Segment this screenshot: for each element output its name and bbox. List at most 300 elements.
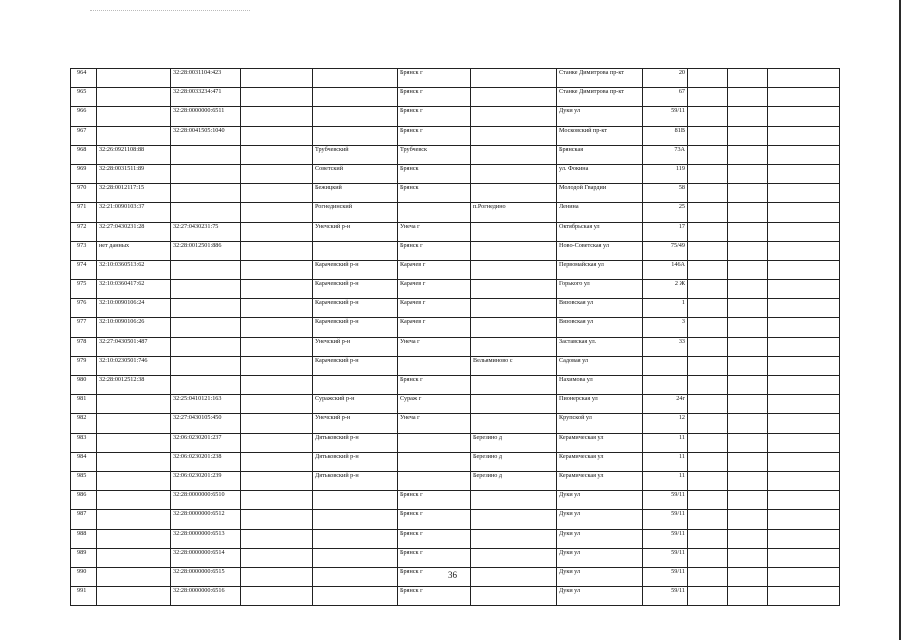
city-cell bbox=[398, 203, 471, 222]
street-cell: Станке Димитрова пр-кт bbox=[557, 69, 643, 88]
empty-col-d-cell bbox=[768, 376, 840, 395]
row-number-cell: 964 bbox=[71, 69, 97, 88]
empty-col-c-cell bbox=[728, 107, 768, 126]
empty-col-a-cell bbox=[241, 510, 313, 529]
district-cell bbox=[313, 376, 398, 395]
cadastral-number-old-cell: 32:21:0090103:37 bbox=[97, 203, 171, 222]
house-number-cell: 11 bbox=[643, 471, 688, 490]
property-register-table bbox=[70, 68, 840, 606]
settlement-cell bbox=[471, 414, 557, 433]
row-number-cell: 969 bbox=[71, 164, 97, 183]
empty-col-c-cell bbox=[728, 548, 768, 567]
empty-col-c-cell bbox=[728, 356, 768, 375]
district-cell bbox=[313, 69, 398, 88]
house-number-cell: 59/11 bbox=[643, 510, 688, 529]
city-cell: Брянск bbox=[398, 164, 471, 183]
empty-col-b-cell bbox=[688, 356, 728, 375]
city-cell: Карачев г bbox=[398, 299, 471, 318]
house-number-cell: 20 bbox=[643, 69, 688, 88]
page-number: 36 bbox=[448, 570, 457, 580]
table-row bbox=[71, 548, 840, 567]
street-cell: Дуки ул bbox=[557, 567, 643, 586]
cadastral-number-cell bbox=[171, 164, 241, 183]
house-number-cell: 59/11 bbox=[643, 587, 688, 606]
district-cell bbox=[313, 529, 398, 548]
street-cell: Дуки ул bbox=[557, 107, 643, 126]
row-number-cell: 981 bbox=[71, 395, 97, 414]
empty-col-d-cell bbox=[768, 69, 840, 88]
empty-col-c-cell bbox=[728, 510, 768, 529]
empty-col-d-cell bbox=[768, 241, 840, 260]
cadastral-number-old-cell bbox=[97, 126, 171, 145]
settlement-cell bbox=[471, 164, 557, 183]
house-number-cell: 25 bbox=[643, 203, 688, 222]
empty-col-a-cell bbox=[241, 433, 313, 452]
settlement-cell bbox=[471, 69, 557, 88]
table-row bbox=[71, 510, 840, 529]
district-cell: Унечский р-н bbox=[313, 414, 398, 433]
city-cell: Брянск г bbox=[398, 510, 471, 529]
empty-col-a-cell bbox=[241, 414, 313, 433]
cadastral-number-cell bbox=[171, 145, 241, 164]
settlement-cell bbox=[471, 126, 557, 145]
table-body bbox=[71, 69, 840, 606]
table-row bbox=[71, 126, 840, 145]
cadastral-number-cell bbox=[171, 203, 241, 222]
district-cell: Дятьковский р-н bbox=[313, 471, 398, 490]
empty-col-c-cell bbox=[728, 376, 768, 395]
empty-col-d-cell bbox=[768, 318, 840, 337]
house-number-cell: 1 bbox=[643, 299, 688, 318]
settlement-cell bbox=[471, 395, 557, 414]
empty-col-d-cell bbox=[768, 395, 840, 414]
row-number-cell: 988 bbox=[71, 529, 97, 548]
empty-col-d-cell bbox=[768, 88, 840, 107]
cadastral-number-cell: 32:28:0000000:6512 bbox=[171, 510, 241, 529]
empty-col-a-cell bbox=[241, 88, 313, 107]
district-cell bbox=[313, 548, 398, 567]
empty-col-b-cell bbox=[688, 337, 728, 356]
street-cell: Октябрьская ул bbox=[557, 222, 643, 241]
empty-col-b-cell bbox=[688, 145, 728, 164]
empty-col-a-cell bbox=[241, 145, 313, 164]
street-cell: Вязовская ул bbox=[557, 318, 643, 337]
cadastral-number-cell: 32:28:0031104:423 bbox=[171, 69, 241, 88]
cadastral-number-old-cell: нет данных bbox=[97, 241, 171, 260]
settlement-cell bbox=[471, 299, 557, 318]
cadastral-number-old-cell: 32:27:0430501:487 bbox=[97, 337, 171, 356]
table-row bbox=[71, 529, 840, 548]
empty-col-a-cell bbox=[241, 222, 313, 241]
district-cell: Карачевский р-н bbox=[313, 260, 398, 279]
city-cell: Брянск г bbox=[398, 587, 471, 606]
city-cell: Унеча г bbox=[398, 222, 471, 241]
settlement-cell bbox=[471, 145, 557, 164]
empty-col-b-cell bbox=[688, 280, 728, 299]
cadastral-number-old-cell bbox=[97, 107, 171, 126]
empty-col-d-cell bbox=[768, 107, 840, 126]
district-cell: Дятьковский р-н bbox=[313, 452, 398, 471]
empty-col-d-cell bbox=[768, 548, 840, 567]
district-cell: Карачевский р-н bbox=[313, 356, 398, 375]
empty-col-d-cell bbox=[768, 203, 840, 222]
street-cell: Молодой Гвардии bbox=[557, 184, 643, 203]
city-cell: Брянск г bbox=[398, 491, 471, 510]
empty-col-a-cell bbox=[241, 337, 313, 356]
empty-col-c-cell bbox=[728, 529, 768, 548]
table-row bbox=[71, 414, 840, 433]
cadastral-number-old-cell bbox=[97, 88, 171, 107]
row-number-cell: 968 bbox=[71, 145, 97, 164]
cadastral-number-old-cell: 32:28:0012117:15 bbox=[97, 184, 171, 203]
empty-col-d-cell bbox=[768, 145, 840, 164]
cadastral-number-old-cell: 32:28:0012512:38 bbox=[97, 376, 171, 395]
settlement-cell: Березино д bbox=[471, 433, 557, 452]
empty-col-a-cell bbox=[241, 280, 313, 299]
table-row bbox=[71, 88, 840, 107]
street-cell: Вязовская ул bbox=[557, 299, 643, 318]
street-cell: Заставская ул. bbox=[557, 337, 643, 356]
district-cell: Советский bbox=[313, 164, 398, 183]
city-cell: Брянск г bbox=[398, 548, 471, 567]
empty-col-b-cell bbox=[688, 241, 728, 260]
row-number-cell: 977 bbox=[71, 318, 97, 337]
settlement-cell: Березино д bbox=[471, 471, 557, 490]
table-row bbox=[71, 280, 840, 299]
scan-noise bbox=[90, 10, 250, 13]
empty-col-a-cell bbox=[241, 318, 313, 337]
table-row bbox=[71, 164, 840, 183]
empty-col-b-cell bbox=[688, 260, 728, 279]
table-row bbox=[71, 107, 840, 126]
cadastral-number-old-cell bbox=[97, 510, 171, 529]
empty-col-b-cell bbox=[688, 164, 728, 183]
empty-col-d-cell bbox=[768, 164, 840, 183]
district-cell bbox=[313, 510, 398, 529]
house-number-cell: 59/11 bbox=[643, 548, 688, 567]
empty-col-b-cell bbox=[688, 414, 728, 433]
row-number-cell: 974 bbox=[71, 260, 97, 279]
empty-col-a-cell bbox=[241, 471, 313, 490]
empty-col-d-cell bbox=[768, 126, 840, 145]
empty-col-b-cell bbox=[688, 548, 728, 567]
city-cell bbox=[398, 471, 471, 490]
empty-col-d-cell bbox=[768, 184, 840, 203]
register-sheet bbox=[70, 68, 840, 606]
city-cell: Брянск г bbox=[398, 376, 471, 395]
district-cell: Рогнединский bbox=[313, 203, 398, 222]
empty-col-b-cell bbox=[688, 452, 728, 471]
cadastral-number-cell: 32:28:0041505:1040 bbox=[171, 126, 241, 145]
cadastral-number-cell bbox=[171, 356, 241, 375]
empty-col-d-cell bbox=[768, 337, 840, 356]
settlement-cell bbox=[471, 280, 557, 299]
district-cell: Суражский р-н bbox=[313, 395, 398, 414]
empty-col-b-cell bbox=[688, 184, 728, 203]
settlement-cell bbox=[471, 318, 557, 337]
cadastral-number-cell: 32:28:0000000:6510 bbox=[171, 491, 241, 510]
cadastral-number-cell: 32:27:0430231:75 bbox=[171, 222, 241, 241]
street-cell: ул. Фокина bbox=[557, 164, 643, 183]
street-cell: Пионерская ул bbox=[557, 395, 643, 414]
empty-col-d-cell bbox=[768, 433, 840, 452]
empty-col-c-cell bbox=[728, 587, 768, 606]
empty-col-b-cell bbox=[688, 587, 728, 606]
house-number-cell bbox=[643, 376, 688, 395]
empty-col-a-cell bbox=[241, 299, 313, 318]
empty-col-a-cell bbox=[241, 356, 313, 375]
cadastral-number-cell: 32:28:0012501:886 bbox=[171, 241, 241, 260]
district-cell: Карачевский р-н bbox=[313, 299, 398, 318]
city-cell: Карачев г bbox=[398, 280, 471, 299]
cadastral-number-old-cell: 32:26:0921108:88 bbox=[97, 145, 171, 164]
empty-col-a-cell bbox=[241, 587, 313, 606]
empty-col-c-cell bbox=[728, 126, 768, 145]
district-cell bbox=[313, 126, 398, 145]
cadastral-number-old-cell bbox=[97, 548, 171, 567]
district-cell: Трубчевский bbox=[313, 145, 398, 164]
empty-col-b-cell bbox=[688, 107, 728, 126]
row-number-cell: 985 bbox=[71, 471, 97, 490]
table-row bbox=[71, 299, 840, 318]
settlement-cell bbox=[471, 510, 557, 529]
city-cell: Брянск г bbox=[398, 88, 471, 107]
empty-col-b-cell bbox=[688, 299, 728, 318]
row-number-cell: 989 bbox=[71, 548, 97, 567]
empty-col-a-cell bbox=[241, 529, 313, 548]
city-cell: Брянск г bbox=[398, 126, 471, 145]
empty-col-b-cell bbox=[688, 471, 728, 490]
house-number-cell: 73А bbox=[643, 145, 688, 164]
cadastral-number-old-cell bbox=[97, 433, 171, 452]
empty-col-c-cell bbox=[728, 414, 768, 433]
cadastral-number-cell: 32:28:0033234:471 bbox=[171, 88, 241, 107]
street-cell: Первомайская ул bbox=[557, 260, 643, 279]
district-cell: Карачевский р-н bbox=[313, 280, 398, 299]
empty-col-c-cell bbox=[728, 318, 768, 337]
empty-col-c-cell bbox=[728, 452, 768, 471]
city-cell: Унеча г bbox=[398, 337, 471, 356]
row-number-cell: 987 bbox=[71, 510, 97, 529]
city-cell: Брянск bbox=[398, 184, 471, 203]
house-number-cell: 3 bbox=[643, 318, 688, 337]
table-row bbox=[71, 260, 840, 279]
city-cell: Брянск г bbox=[398, 69, 471, 88]
cadastral-number-cell: 32:28:0000000:6514 bbox=[171, 548, 241, 567]
row-number-cell: 980 bbox=[71, 376, 97, 395]
house-number-cell: 119 bbox=[643, 164, 688, 183]
street-cell: Дуки ул bbox=[557, 587, 643, 606]
empty-col-b-cell bbox=[688, 126, 728, 145]
cadastral-number-cell bbox=[171, 337, 241, 356]
cadastral-number-cell: 32:25:0410121:163 bbox=[171, 395, 241, 414]
district-cell: Бежицкий bbox=[313, 184, 398, 203]
house-number-cell: 11 bbox=[643, 452, 688, 471]
empty-col-a-cell bbox=[241, 452, 313, 471]
empty-col-d-cell bbox=[768, 280, 840, 299]
row-number-cell: 973 bbox=[71, 241, 97, 260]
settlement-cell bbox=[471, 222, 557, 241]
empty-col-a-cell bbox=[241, 395, 313, 414]
street-cell: Дуки ул bbox=[557, 529, 643, 548]
table-row bbox=[71, 587, 840, 606]
cadastral-number-cell bbox=[171, 260, 241, 279]
settlement-cell bbox=[471, 491, 557, 510]
house-number-cell: 2 Ж bbox=[643, 280, 688, 299]
district-cell bbox=[313, 491, 398, 510]
street-cell: Брянская bbox=[557, 145, 643, 164]
settlement-cell: п.Рогнедино bbox=[471, 203, 557, 222]
house-number-cell: 146А bbox=[643, 260, 688, 279]
city-cell: Карачев г bbox=[398, 318, 471, 337]
empty-col-c-cell bbox=[728, 260, 768, 279]
row-number-cell: 970 bbox=[71, 184, 97, 203]
house-number-cell: 12 bbox=[643, 414, 688, 433]
table-row bbox=[71, 203, 840, 222]
empty-col-b-cell bbox=[688, 222, 728, 241]
table-row bbox=[71, 356, 840, 375]
empty-col-c-cell bbox=[728, 280, 768, 299]
cadastral-number-cell bbox=[171, 318, 241, 337]
empty-col-d-cell bbox=[768, 260, 840, 279]
empty-col-c-cell bbox=[728, 184, 768, 203]
street-cell: Крупской ул bbox=[557, 414, 643, 433]
cadastral-number-cell: 32:06:0230201:237 bbox=[171, 433, 241, 452]
house-number-cell bbox=[643, 356, 688, 375]
cadastral-number-old-cell bbox=[97, 414, 171, 433]
district-cell bbox=[313, 88, 398, 107]
settlement-cell bbox=[471, 529, 557, 548]
empty-col-b-cell bbox=[688, 88, 728, 107]
cadastral-number-old-cell bbox=[97, 395, 171, 414]
cadastral-number-cell bbox=[171, 184, 241, 203]
empty-col-d-cell bbox=[768, 299, 840, 318]
cadastral-number-old-cell: 32:27:0430231:28 bbox=[97, 222, 171, 241]
cadastral-number-old-cell bbox=[97, 587, 171, 606]
house-number-cell: 59/11 bbox=[643, 107, 688, 126]
cadastral-number-cell bbox=[171, 299, 241, 318]
settlement-cell bbox=[471, 548, 557, 567]
street-cell: Керамическая ул bbox=[557, 433, 643, 452]
cadastral-number-cell: 32:28:0000000:6515 bbox=[171, 567, 241, 586]
settlement-cell bbox=[471, 107, 557, 126]
city-cell bbox=[398, 452, 471, 471]
empty-col-d-cell bbox=[768, 222, 840, 241]
district-cell bbox=[313, 241, 398, 260]
row-number-cell: 971 bbox=[71, 203, 97, 222]
cadastral-number-old-cell bbox=[97, 491, 171, 510]
table-row bbox=[71, 69, 840, 88]
street-cell: Ново-Советская ул bbox=[557, 241, 643, 260]
settlement-cell: Вельяминово с bbox=[471, 356, 557, 375]
city-cell: Трубчевск bbox=[398, 145, 471, 164]
city-cell: Брянск г bbox=[398, 107, 471, 126]
district-cell: Дятьковский р-н bbox=[313, 433, 398, 452]
empty-col-c-cell bbox=[728, 433, 768, 452]
cadastral-number-cell: 32:06:0230201:238 bbox=[171, 452, 241, 471]
empty-col-a-cell bbox=[241, 184, 313, 203]
cadastral-number-old-cell: 32:10:0230501:746 bbox=[97, 356, 171, 375]
cadastral-number-cell: 32:28:0000000:6513 bbox=[171, 529, 241, 548]
cadastral-number-cell: 32:28:0000000:6511 bbox=[171, 107, 241, 126]
row-number-cell: 991 bbox=[71, 587, 97, 606]
row-number-cell: 975 bbox=[71, 280, 97, 299]
cadastral-number-cell: 32:27:0430105:450 bbox=[171, 414, 241, 433]
city-cell: Карачев г bbox=[398, 260, 471, 279]
empty-col-d-cell bbox=[768, 510, 840, 529]
table-row bbox=[71, 241, 840, 260]
table-row bbox=[71, 318, 840, 337]
house-number-cell: 58 bbox=[643, 184, 688, 203]
empty-col-a-cell bbox=[241, 376, 313, 395]
empty-col-a-cell bbox=[241, 126, 313, 145]
empty-col-a-cell bbox=[241, 241, 313, 260]
empty-col-b-cell bbox=[688, 395, 728, 414]
cadastral-number-cell: 32:28:0000000:6516 bbox=[171, 587, 241, 606]
empty-col-a-cell bbox=[241, 491, 313, 510]
cadastral-number-old-cell bbox=[97, 452, 171, 471]
district-cell bbox=[313, 107, 398, 126]
empty-col-d-cell bbox=[768, 587, 840, 606]
cadastral-number-old-cell: 32:10:0090106:26 bbox=[97, 318, 171, 337]
cadastral-number-old-cell: 32:10:0360513:62 bbox=[97, 260, 171, 279]
row-number-cell: 984 bbox=[71, 452, 97, 471]
street-cell: Ленина bbox=[557, 203, 643, 222]
empty-col-b-cell bbox=[688, 69, 728, 88]
row-number-cell: 979 bbox=[71, 356, 97, 375]
empty-col-d-cell bbox=[768, 414, 840, 433]
district-cell: Карачевский р-н bbox=[313, 318, 398, 337]
empty-col-c-cell bbox=[728, 241, 768, 260]
cadastral-number-old-cell: 32:10:0090106:24 bbox=[97, 299, 171, 318]
empty-col-b-cell bbox=[688, 510, 728, 529]
empty-col-a-cell bbox=[241, 548, 313, 567]
cadastral-number-old-cell: 32:28:0031511:89 bbox=[97, 164, 171, 183]
empty-col-a-cell bbox=[241, 107, 313, 126]
settlement-cell bbox=[471, 337, 557, 356]
house-number-cell: 11 bbox=[643, 433, 688, 452]
house-number-cell: 59/11 bbox=[643, 529, 688, 548]
row-number-cell: 976 bbox=[71, 299, 97, 318]
empty-col-c-cell bbox=[728, 395, 768, 414]
settlement-cell bbox=[471, 260, 557, 279]
settlement-cell: Березино д bbox=[471, 452, 557, 471]
empty-col-c-cell bbox=[728, 491, 768, 510]
city-cell bbox=[398, 433, 471, 452]
table-row bbox=[71, 184, 840, 203]
cadastral-number-old-cell bbox=[97, 471, 171, 490]
city-cell: Брянск г bbox=[398, 241, 471, 260]
house-number-cell: 24г bbox=[643, 395, 688, 414]
table-row bbox=[71, 491, 840, 510]
empty-col-c-cell bbox=[728, 337, 768, 356]
empty-col-a-cell bbox=[241, 203, 313, 222]
empty-col-d-cell bbox=[768, 452, 840, 471]
street-cell: Садовая ул bbox=[557, 356, 643, 375]
settlement-cell bbox=[471, 241, 557, 260]
table-row bbox=[71, 145, 840, 164]
table-row bbox=[71, 433, 840, 452]
table-row bbox=[71, 452, 840, 471]
district-cell: Унечский р-н bbox=[313, 337, 398, 356]
cadastral-number-old-cell bbox=[97, 69, 171, 88]
house-number-cell: 75/49 bbox=[643, 241, 688, 260]
empty-col-d-cell bbox=[768, 491, 840, 510]
empty-col-c-cell bbox=[728, 299, 768, 318]
settlement-cell bbox=[471, 587, 557, 606]
empty-col-d-cell bbox=[768, 529, 840, 548]
row-number-cell: 990 bbox=[71, 567, 97, 586]
